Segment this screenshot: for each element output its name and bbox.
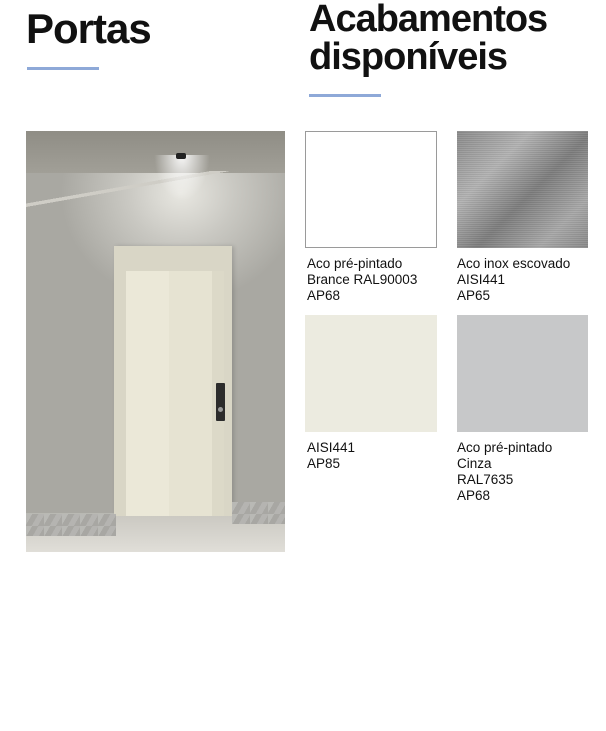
finish-swatch-brushed-steel [457,131,588,248]
finish-label [307,440,355,472]
spotlight-glow [154,155,210,201]
finish-label-line: RAL7635 [457,472,514,487]
call-button-panel [216,383,225,421]
finish-label [307,256,417,304]
finish-label-line: Aco pré-pintado [457,440,553,455]
finish-label-line: Aco pré-pintado [307,256,403,271]
door-leaf-left [126,271,170,525]
finish-label-line: Brance RAL90003 [307,272,418,287]
finish-swatch-white [305,131,437,248]
finish-label [457,440,552,504]
finish-label-line: Cinza [457,456,492,471]
title-underline [27,67,99,70]
finish-swatch-grey [457,315,588,432]
finish-label [457,256,570,304]
finish-label-line: AISI441 [307,440,356,455]
finish-label-line: AISI441 [457,272,506,287]
finish-label-line: AP68 [307,288,341,303]
finish-label-line: AP68 [457,488,491,503]
stone-baseboard-left [26,514,116,536]
spotlight-icon [176,153,186,159]
section-title-acabamentos [309,0,547,76]
finish-label-line: AP65 [457,288,491,303]
stone-baseboard-right [232,502,285,524]
section-underline [309,94,381,97]
section-title-line-2: disponíveis [309,36,508,78]
finish-label-line: Aco inox escovado [457,256,571,271]
finish-label-line: AP85 [307,456,341,471]
finish-swatch-ivory [305,315,437,432]
elevator-door-photo [26,131,285,552]
section-title-line-1: Acabamentos [309,0,548,40]
door-leaf-right [169,271,212,525]
page-title-portas: Portas [26,5,151,52]
